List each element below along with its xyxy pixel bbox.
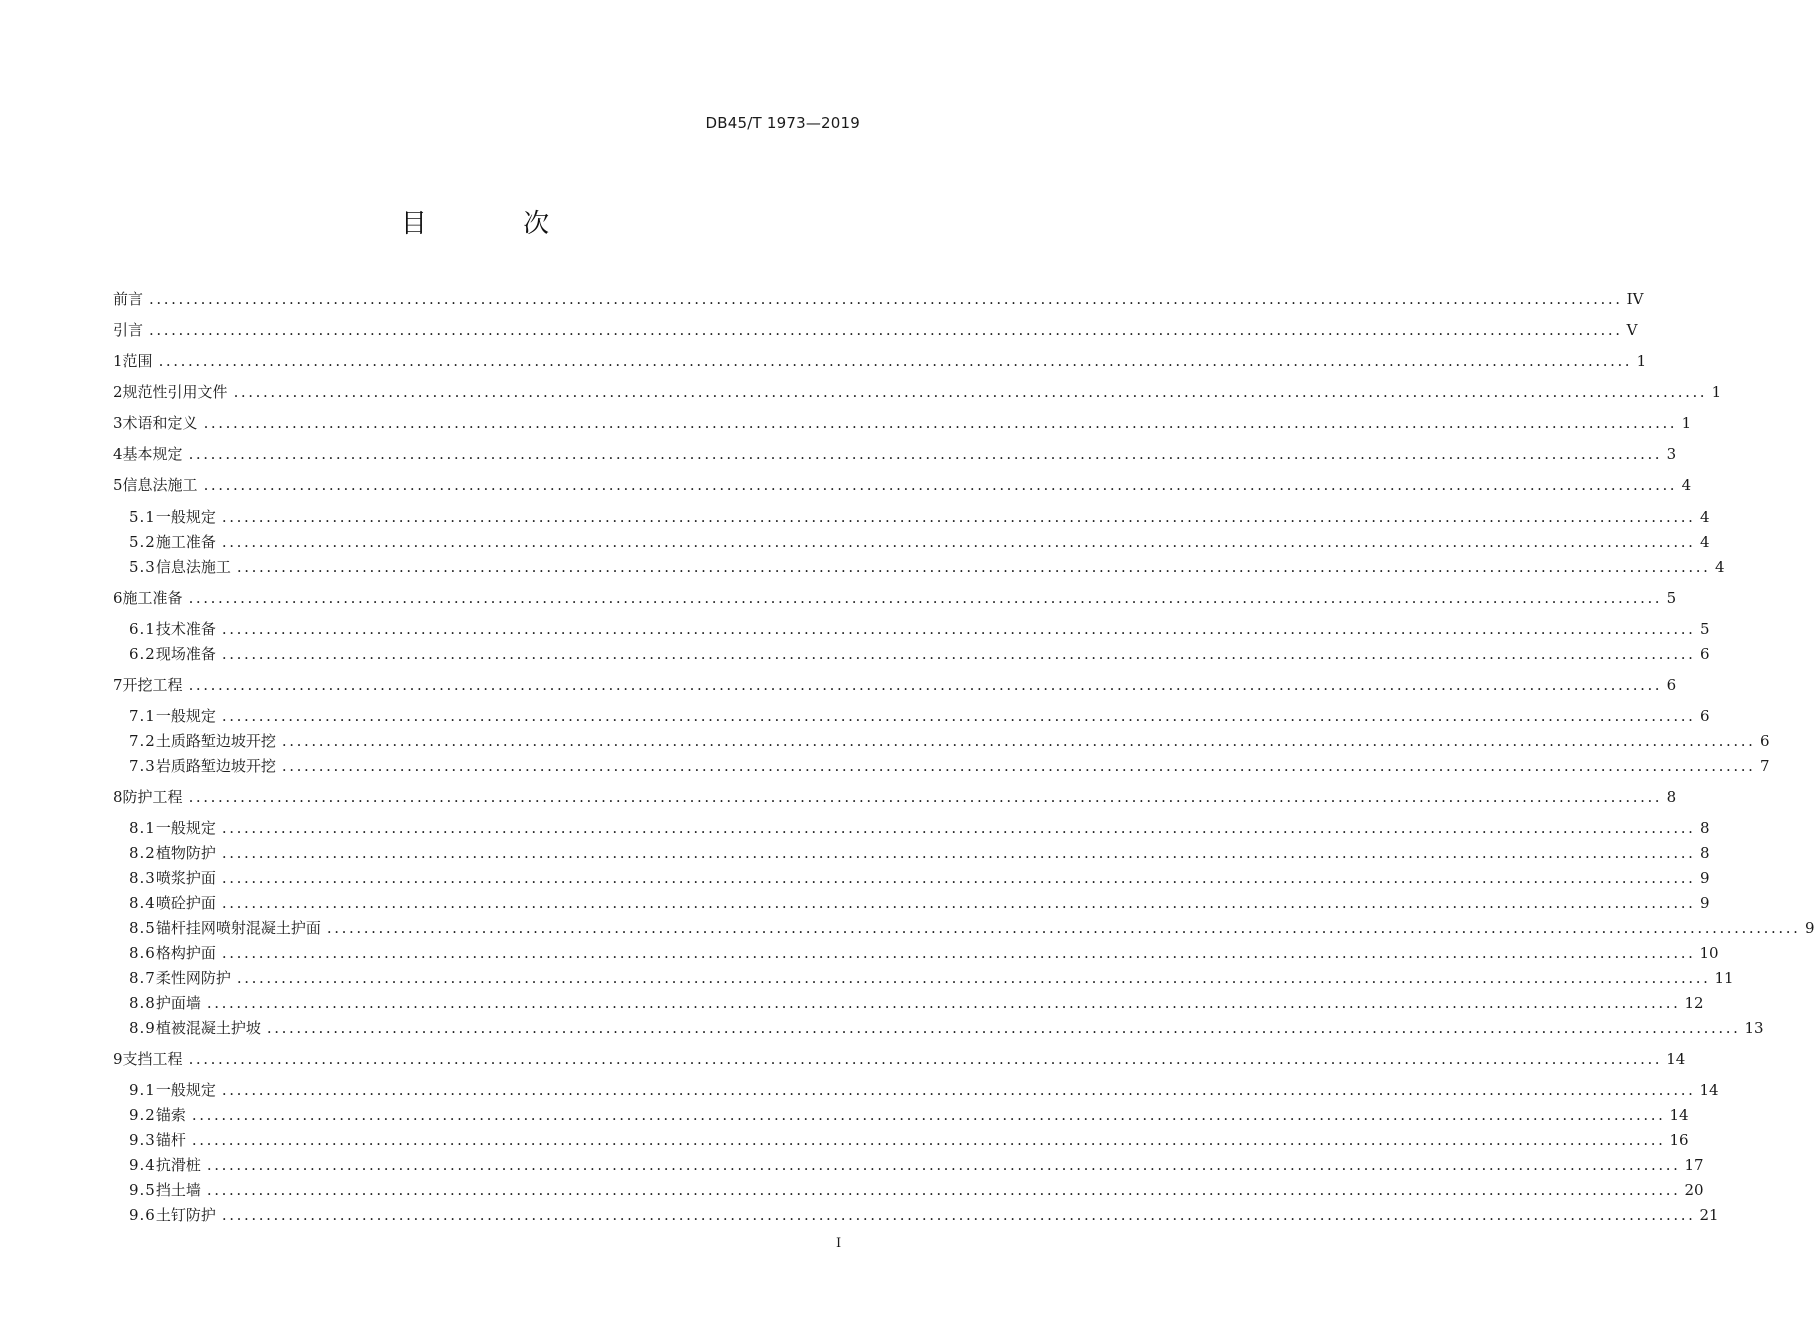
toc-entry-page: 8 — [1699, 844, 1710, 862]
toc-entry[interactable] — [113, 381, 1722, 403]
toc-entry-page: 9 — [1699, 869, 1710, 887]
toc-entry-title: 技术准备 — [155, 620, 216, 638]
toc-entry-title: 开挖工程 — [122, 676, 183, 694]
toc-entry[interactable] — [113, 443, 1677, 465]
toc-leader-dots: ........................................................................................................................................................................................................ — [203, 476, 1678, 494]
toc-entry[interactable] — [129, 967, 1734, 989]
toc-entry[interactable] — [113, 474, 1692, 496]
toc-entry-title: 防护工程 — [122, 788, 183, 806]
toc-entry[interactable] — [113, 288, 1644, 310]
toc-entry-page: 6 — [1699, 645, 1710, 663]
toc-leader-dots: ........................................................................................................................................................................................................ — [281, 732, 1756, 750]
toc-entry-number: 8 — [113, 788, 123, 806]
toc-leader-dots: ........................................................................................................................................................................................................ — [266, 1019, 1741, 1037]
toc-entry-title: 植被混凝土护坡 — [155, 1019, 261, 1037]
toc-entry-title: 术语和定义 — [122, 414, 198, 432]
toc-entry[interactable] — [129, 1017, 1764, 1039]
toc-entry-title: 土钉防护 — [155, 1206, 216, 1224]
toc-leader-dots: ........................................................................................................................................................................................................ — [221, 707, 1696, 725]
toc-entry-page: 5 — [1699, 620, 1710, 638]
page-title: 目 次 — [400, 209, 594, 239]
toc-entry[interactable] — [129, 506, 1710, 528]
toc-leader-dots: ........................................................................................................................................................................................................ — [206, 994, 1681, 1012]
toc-entry-page: 9 — [1804, 919, 1815, 937]
toc-entry[interactable] — [129, 705, 1710, 727]
toc-entry-number: 7 — [113, 676, 123, 694]
toc-leader-dots: ........................................................................................................................................................................................................ — [206, 1156, 1681, 1174]
toc-entry[interactable] — [129, 556, 1725, 578]
toc-leader-dots: ........................................................................................................................................................................................................ — [221, 819, 1696, 837]
toc-entry-page: 8 — [1666, 788, 1677, 806]
toc-leader-dots: ........................................................................................................................................................................................................ — [221, 1081, 1696, 1099]
toc-entry[interactable] — [129, 531, 1710, 553]
table-of-contents — [113, 0, 1815, 1344]
toc-entry-title: 一般规定 — [155, 508, 216, 526]
toc-leader-dots: ........................................................................................................................................................................................................ — [221, 869, 1696, 887]
toc-entry-number: 9 — [113, 1050, 123, 1068]
toc-entry-title: 信息法施工 — [122, 476, 198, 494]
toc-entry-page: 10 — [1699, 944, 1719, 962]
toc-entry-number: 1 — [113, 352, 123, 370]
toc-entry-title: 格构护面 — [155, 944, 216, 962]
toc-leader-dots: ........................................................................................................................................................................................................ — [191, 1131, 1666, 1149]
toc-entry-number: 2 — [113, 383, 123, 401]
toc-entry-number: 7.2 — [129, 732, 156, 750]
toc-entry-number: 3 — [113, 414, 123, 432]
toc-entry-number: 5.3 — [129, 558, 156, 576]
toc-entry[interactable] — [113, 319, 1638, 341]
toc-entry-page: 17 — [1684, 1156, 1704, 1174]
toc-entry-title: 植物防护 — [155, 844, 216, 862]
toc-leader-dots: ........................................................................................................................................................................................................ — [233, 383, 1708, 401]
toc-entry-title: 基本规定 — [122, 445, 183, 463]
toc-entry[interactable] — [129, 730, 1770, 752]
toc-entry-title: 喷砼护面 — [155, 894, 216, 912]
toc-entry[interactable] — [129, 1204, 1719, 1226]
toc-entry-title: 挡土墙 — [155, 1181, 201, 1199]
toc-entry-title: 锚索 — [155, 1106, 186, 1124]
toc-entry-title: 现场准备 — [155, 645, 216, 663]
toc-entry-page: 21 — [1699, 1206, 1719, 1224]
toc-leader-dots: ........................................................................................................................................................................................................ — [326, 919, 1801, 937]
toc-entry-page: 16 — [1669, 1131, 1689, 1149]
toc-entry[interactable] — [129, 1179, 1704, 1201]
toc-leader-dots: ........................................................................................................................................................................................................ — [236, 558, 1711, 576]
toc-leader-dots: ........................................................................................................................................................................................................ — [221, 894, 1696, 912]
toc-entry[interactable] — [113, 1048, 1686, 1070]
toc-entry[interactable] — [129, 892, 1710, 914]
toc-entry-title: 岩质路堑边坡开挖 — [155, 757, 276, 775]
toc-entry-title: 规范性引用文件 — [122, 383, 228, 401]
toc-entry-page: 6 — [1699, 707, 1710, 725]
toc-entry-title: 范围 — [122, 352, 153, 370]
toc-leader-dots: ........................................................................................................................................................................................................ — [221, 533, 1696, 551]
toc-entry-page: 4 — [1699, 508, 1710, 526]
toc-entry-page: 3 — [1666, 445, 1677, 463]
toc-entry-number: 9.1 — [129, 1081, 156, 1099]
toc-entry-number: 6.2 — [129, 645, 156, 663]
toc-leader-dots: ........................................................................................................................................................................................................ — [221, 1206, 1696, 1224]
toc-entry[interactable] — [129, 917, 1815, 939]
toc-leader-dots: ........................................................................................................................................................................................................ — [188, 676, 1663, 694]
toc-entry-page: V — [1626, 321, 1638, 339]
toc-entry-number: 5.1 — [129, 508, 156, 526]
toc-leader-dots: ........................................................................................................................................................................................................ — [221, 645, 1696, 663]
toc-entry-title: 信息法施工 — [155, 558, 231, 576]
toc-entry-title: 护面墙 — [155, 994, 201, 1012]
toc-entry-number: 9.2 — [129, 1106, 156, 1124]
toc-leader-dots: ........................................................................................................................................................................................................ — [188, 1050, 1663, 1068]
toc-entry[interactable] — [129, 867, 1710, 889]
toc-entry-title: 柔性网防护 — [155, 969, 231, 987]
toc-entry-title: 施工准备 — [122, 589, 183, 607]
toc-entry[interactable] — [129, 1129, 1689, 1151]
toc-entry[interactable] — [129, 817, 1710, 839]
toc-entry-page: 9 — [1699, 894, 1710, 912]
toc-entry-page: IV — [1626, 290, 1644, 308]
toc-leader-dots: ........................................................................................................................................................................................................ — [188, 589, 1663, 607]
toc-entry-page: 4 — [1714, 558, 1725, 576]
toc-entry-page: 13 — [1744, 1019, 1764, 1037]
toc-entry-page: 4 — [1699, 533, 1710, 551]
toc-entry-title: 锚杆挂网喷射混凝土护面 — [155, 919, 321, 937]
toc-entry[interactable] — [129, 992, 1704, 1014]
toc-leader-dots: ........................................................................................................................................................................................................ — [203, 414, 1678, 432]
toc-entry-page: 6 — [1666, 676, 1677, 694]
toc-entry-title: 喷浆护面 — [155, 869, 216, 887]
toc-leader-dots: ........................................................................................................................................................................................................ — [221, 620, 1696, 638]
toc-leader-dots: ........................................................................................................................................................................................................ — [236, 969, 1711, 987]
toc-entry[interactable] — [129, 1154, 1704, 1176]
toc-entry[interactable] — [129, 755, 1770, 777]
toc-entry-number: 8.9 — [129, 1019, 156, 1037]
toc-entry-page: 1 — [1681, 414, 1692, 432]
toc-entry-title: 前言 — [113, 290, 144, 308]
toc-entry-number: 7.3 — [129, 757, 156, 775]
toc-leader-dots: ........................................................................................................................................................................................................ — [158, 352, 1633, 370]
toc-entry-number: 9.4 — [129, 1156, 156, 1174]
toc-entry-title: 抗滑桩 — [155, 1156, 201, 1174]
toc-entry-number: 9.3 — [129, 1131, 156, 1149]
toc-entry-page: 5 — [1666, 589, 1677, 607]
toc-entry-title: 引言 — [113, 321, 144, 339]
page-number: I — [836, 1236, 842, 1251]
toc-leader-dots: ........................................................................................................................................................................................................ — [188, 788, 1663, 806]
toc-entry-number: 7.1 — [129, 707, 156, 725]
toc-leader-dots: ........................................................................................................................................................................................................ — [149, 321, 1623, 339]
toc-entry-number: 6.1 — [129, 620, 156, 638]
toc-entry-number: 5.2 — [129, 533, 156, 551]
toc-entry-page: 6 — [1759, 732, 1770, 750]
toc-leader-dots: ........................................................................................................................................................................................................ — [221, 844, 1696, 862]
toc-leader-dots: ........................................................................................................................................................................................................ — [191, 1106, 1666, 1124]
toc-entry-number: 8.1 — [129, 819, 156, 837]
toc-entry-title: 一般规定 — [155, 707, 216, 725]
toc-entry[interactable] — [129, 618, 1710, 640]
toc-leader-dots: ........................................................................................................................................................................................................ — [221, 944, 1696, 962]
toc-entry-number: 8.8 — [129, 994, 156, 1012]
toc-entry-number: 8.7 — [129, 969, 156, 987]
toc-entry[interactable] — [113, 786, 1677, 808]
toc-entry-number: 8.5 — [129, 919, 156, 937]
toc-entry[interactable] — [129, 942, 1719, 964]
toc-entry-page: 12 — [1684, 994, 1704, 1012]
toc-entry-number: 6 — [113, 589, 123, 607]
toc-entry[interactable] — [113, 350, 1647, 372]
toc-entry-page: 4 — [1681, 476, 1692, 494]
toc-entry[interactable] — [129, 643, 1710, 665]
toc-entry-number: 9.6 — [129, 1206, 156, 1224]
toc-entry-number: 8.6 — [129, 944, 156, 962]
toc-leader-dots: ........................................................................................................................................................................................................ — [281, 757, 1756, 775]
toc-entry-title: 一般规定 — [155, 819, 216, 837]
toc-leader-dots: ........................................................................................................................................................................................................ — [206, 1181, 1681, 1199]
toc-entry[interactable] — [129, 1079, 1719, 1101]
toc-entry-number: 8.3 — [129, 869, 156, 887]
toc-entry[interactable] — [113, 674, 1677, 696]
toc-entry[interactable] — [129, 1104, 1689, 1126]
toc-entry-page: 14 — [1669, 1106, 1689, 1124]
toc-entry-title: 支挡工程 — [122, 1050, 183, 1068]
toc-leader-dots: ........................................................................................................................................................................................................ — [221, 508, 1696, 526]
toc-entry[interactable] — [113, 587, 1677, 609]
toc-entry-number: 8.4 — [129, 894, 156, 912]
toc-entry[interactable] — [113, 412, 1692, 434]
toc-entry-page: 14 — [1699, 1081, 1719, 1099]
toc-leader-dots: ........................................................................................................................................................................................................ — [149, 290, 1623, 308]
toc-entry-title: 土质路堑边坡开挖 — [155, 732, 276, 750]
toc-entry-page: 20 — [1684, 1181, 1704, 1199]
toc-entry-page: 7 — [1759, 757, 1770, 775]
toc-entry-number: 8.2 — [129, 844, 156, 862]
toc-leader-dots: ........................................................................................................................................................................................................ — [188, 445, 1663, 463]
toc-entry-page: 8 — [1699, 819, 1710, 837]
toc-entry-title: 锚杆 — [155, 1131, 186, 1149]
standard-code: DB45/T 1973—2019 — [705, 114, 860, 132]
toc-entry-page: 1 — [1711, 383, 1722, 401]
toc-entry-page: 11 — [1714, 969, 1734, 987]
toc-entry-title: 施工准备 — [155, 533, 216, 551]
toc-entry-number: 4 — [113, 445, 123, 463]
toc-entry-number: 9.5 — [129, 1181, 156, 1199]
toc-entry-page: 1 — [1636, 352, 1647, 370]
toc-entry-title: 一般规定 — [155, 1081, 216, 1099]
toc-entry[interactable] — [129, 842, 1710, 864]
toc-entry-number: 5 — [113, 476, 123, 494]
toc-entry-page: 14 — [1666, 1050, 1686, 1068]
